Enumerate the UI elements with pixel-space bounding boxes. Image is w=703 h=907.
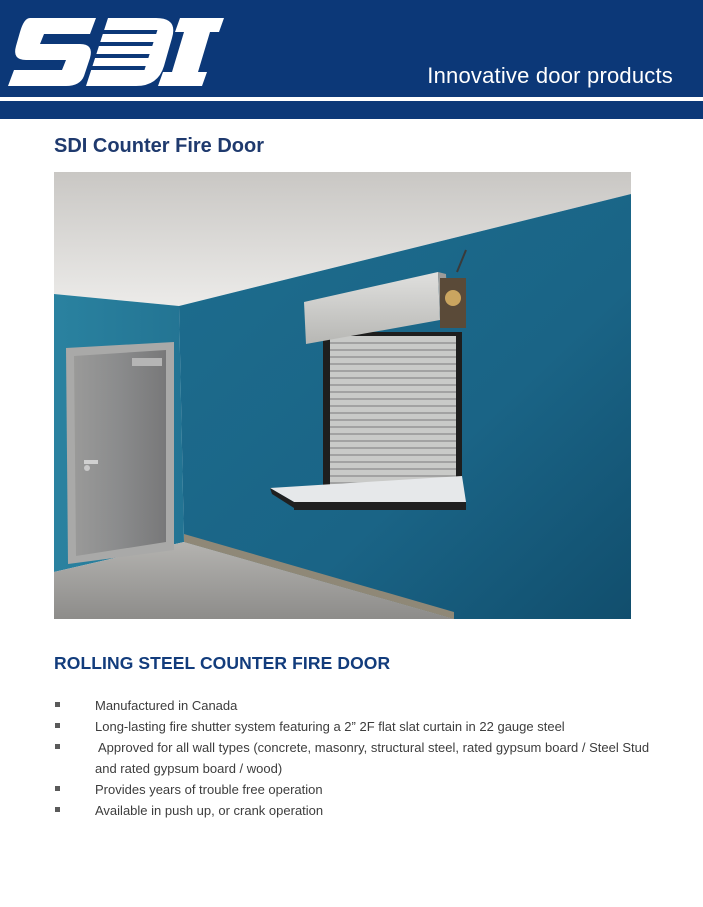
feature-text: Available in push up, or crank operation [95,803,324,818]
list-item [54,695,674,716]
feature-text: Manufactured in Canada [95,698,238,713]
feature-list [54,695,674,821]
feature-text: Provides years of trouble free operation [95,782,323,797]
square-bullet-icon [55,744,60,749]
header-tagline: Innovative door products [427,63,673,88]
feature-text: Long-lasting fire shutter system featuring a 2” 2F flat slat curtain in 22 gauge steel [95,719,565,734]
section-title: ROLLING STEEL COUNTER FIRE DOOR [54,653,391,673]
list-item [54,779,674,800]
page-title: SDI Counter Fire Door [54,135,265,157]
list-item [54,737,674,779]
sdi-logo [8,16,224,88]
square-bullet-icon [55,702,60,707]
feature-text: Approved for all wall types (concrete, masonry, structural steel, rated gypsum board / Steel Stud and rated gypsum board / wood) [95,740,650,776]
square-bullet-icon [55,807,60,812]
product-photo [54,172,631,619]
page-header [0,0,703,119]
square-bullet-icon [55,786,60,791]
header-divider [0,97,703,101]
list-item [54,800,674,821]
square-bullet-icon [55,723,60,728]
list-item [54,716,674,737]
